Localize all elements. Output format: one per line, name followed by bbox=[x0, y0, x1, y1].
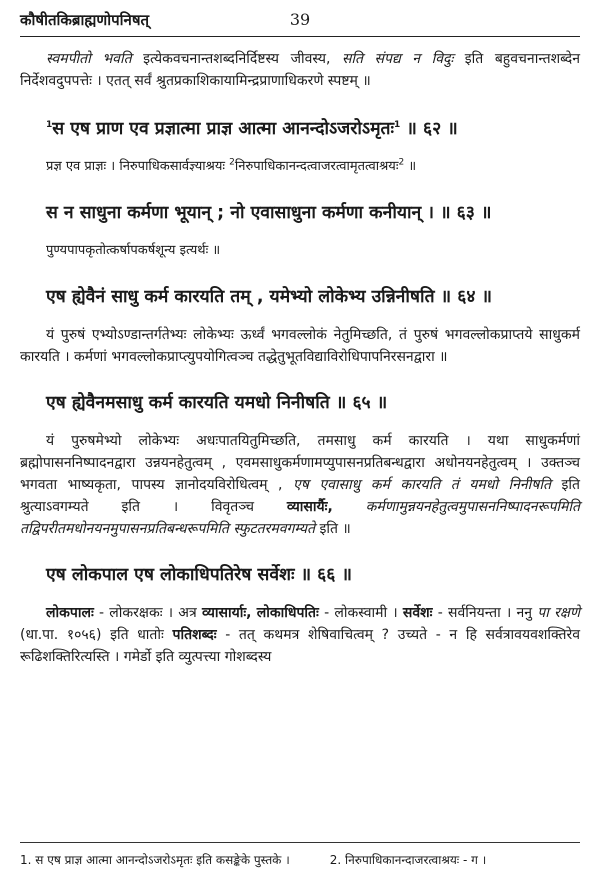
term-lokapala: लोकपालः bbox=[46, 605, 94, 621]
commentary-62 bbox=[20, 156, 580, 178]
verse-66-number: ॥ ६६ ॥ bbox=[294, 565, 352, 585]
verse-66-text: एष लोकपाल एष लोकाधिपतिरेष सर्वेशः bbox=[46, 565, 295, 585]
footnote-1: 1. स एष प्राज्ञ आत्मा आनन्दोऽजरोऽमृतः इति कसङ्केके पुस्तके । bbox=[20, 853, 290, 867]
page-number: 39 bbox=[289, 10, 311, 29]
verse-66 bbox=[20, 562, 580, 588]
verse-62-footnote-mark-end: 1 bbox=[394, 120, 401, 131]
verse-63 bbox=[20, 200, 580, 226]
verse-64-number: ॥ ६४ ॥ bbox=[434, 287, 493, 307]
commentary-62-text-a: प्रज्ञ एव प्राज्ञः । निरुपाधिकसार्वज्ञ्याश्रयः bbox=[46, 159, 230, 174]
commentary-65-text-3: इति ॥ bbox=[315, 521, 351, 537]
commentary-62-footnote-mark: 2 bbox=[229, 157, 235, 168]
commentary-65-text-1: यं पुरुषमेभ्यो लोकेभ्यः अधःपातयितुमिच्छति, तमसाधु कर्म कारयति । यथा साधुकर्मणां ब्रह्मोपासननिष्पादनद्वारा उन्नयनहेतुत्वम् , एवमसाधुकर्मणामप्युपासनप्रतिबन्धद्वारा अधोनयनहेतुत्वम् । उक्तञ्च भगवता भाष्यकृता, पापस्य ज्ञानोदयविरोधित्वम् , bbox=[20, 433, 580, 493]
verse-65 bbox=[20, 390, 580, 416]
commentary-66-text-1: - लोकरक्षकः । अत्र bbox=[93, 605, 202, 621]
commentary-65-citation: कर्मणामुन्नयनहेतुत्वमुपासननिष्पादनरूपमिति तद्विपरीतमधोनयनमुपासनप्रतिबन्धरूपमिति स्फुटतरमवगम्यते bbox=[20, 499, 580, 537]
header-rule bbox=[20, 36, 580, 37]
verse-64-text: एष ह्येवैनं साधु कर्म कारयति तम् , यमेभ्यो लोकेभ्य उन्निनीषति bbox=[46, 287, 435, 307]
commentary-66-text-2: - लोकस्वामी । bbox=[318, 605, 403, 621]
verse-65-number: ॥ ६५ ॥ bbox=[329, 393, 388, 413]
verse-64 bbox=[20, 284, 580, 310]
verse-65-text: एष ह्येवैनमसाधु कर्म कारयति यमधो निनीषति bbox=[46, 393, 330, 413]
intro-text-2: इति बहुवचनान्तशब्देन निर्देशवदुपपत्तेः । एतत् सर्वं श्रुतप्रकाशिकायामिन्द्रप्राणाधिकरणे स्पष्टम् ॥ bbox=[20, 51, 580, 89]
commentary-66-dhatu: पा रक्षणे bbox=[537, 605, 580, 621]
verse-62-text: स एष प्राण एव प्रज्ञात्मा प्राज्ञ आत्मा आनन्दोऽजरोऽमृतः bbox=[52, 119, 395, 139]
commentary-66-text-3: - सर्वनियन्ता । ननु bbox=[432, 605, 538, 621]
page-body bbox=[20, 48, 580, 668]
commentary-63: पुण्यपापकृतोत्कर्षापकर्षशून्य इत्यर्थः ॥ bbox=[46, 243, 221, 258]
term-sarvesha: सर्वेशः bbox=[402, 605, 433, 621]
footnote-rule bbox=[20, 842, 580, 843]
verse-63-text: स न साधुना कर्मणा भूयान् ; नो एवासाधुना कर्मणा कनीयान् । bbox=[46, 203, 434, 223]
commentary-66-text-5: - तत् कथमत्र शेषिवाचित्वम् ? उच्यते - न हि सर्वत्रावयवशक्तिरेव रूढिशक्तिरित्यस्ति । गमेर्डो इति व्युत्पत्त्या गोशब्दस्य bbox=[20, 627, 580, 665]
commentary-66-author: व्यासार्याः, bbox=[201, 605, 252, 621]
page-header bbox=[20, 10, 580, 36]
verse-62 bbox=[20, 116, 580, 142]
term-patishabda: पतिशब्दः bbox=[172, 627, 217, 643]
footnote-line bbox=[20, 851, 580, 868]
commentary-64: यं पुरुषं एभ्योऽण्डान्तर्गतेभ्यः लोकेभ्यः ऊर्ध्वं भगवल्लोकं नेतुमिच्छति, तं पुरुषं भगवल्लोकप्राप्तये साधुकर्म कारयति । कर्मणां भगवल्लोकप्राप्त्युपयोगित्वञ्च तद्धेतुभूतविद्याविरोधिपापनिरसनद्वारा ॥ bbox=[20, 327, 580, 365]
commentary-65-author: व्यासार्यैः, bbox=[286, 499, 333, 515]
commentary-65 bbox=[20, 430, 580, 540]
commentary-62-text-b: निरुपाधिकानन्दत्वाजरत्वामृतत्वाश्रयः bbox=[234, 159, 399, 174]
verse-62-number: ॥ ६२ ॥ bbox=[400, 119, 458, 139]
commentary-65-quote: एष एवासाधु कर्म कारयति तं यमधो निनीषति bbox=[293, 477, 551, 493]
footnotes bbox=[20, 842, 580, 868]
commentary-66 bbox=[20, 602, 580, 668]
footnote-2: 2. निरुपाधिकानन्दाजरत्वाश्रयः - ग । bbox=[329, 853, 487, 867]
commentary-62-text-c: ॥ bbox=[404, 159, 417, 174]
running-title: कौषीतकिब्राह्मणोपनिषत् bbox=[20, 11, 150, 29]
verse-62-footnote-mark: 1 bbox=[46, 120, 53, 131]
intro-quote-1: स्वमपीतो भवति bbox=[46, 51, 132, 67]
commentary-66-text-4: (धा.पा. १०५६) इति धातोः bbox=[20, 627, 173, 643]
commentary-65-text-2: इति श्रुत्याऽवगम्यते इति । विवृतञ्च bbox=[20, 477, 580, 515]
intro-text-1: इत्येकवचनान्तशब्दनिर्दिष्टस्य जीवस्य, bbox=[131, 51, 342, 67]
term-lokadhipati: लोकाधिपतिः bbox=[256, 605, 319, 621]
verse-63-number: ॥ ६३ ॥ bbox=[433, 203, 492, 223]
intro-paragraph bbox=[20, 48, 580, 92]
intro-quote-2: सति संपद्य न विदुः bbox=[341, 51, 454, 67]
commentary-62-footnote-mark-end: 2 bbox=[398, 157, 405, 168]
